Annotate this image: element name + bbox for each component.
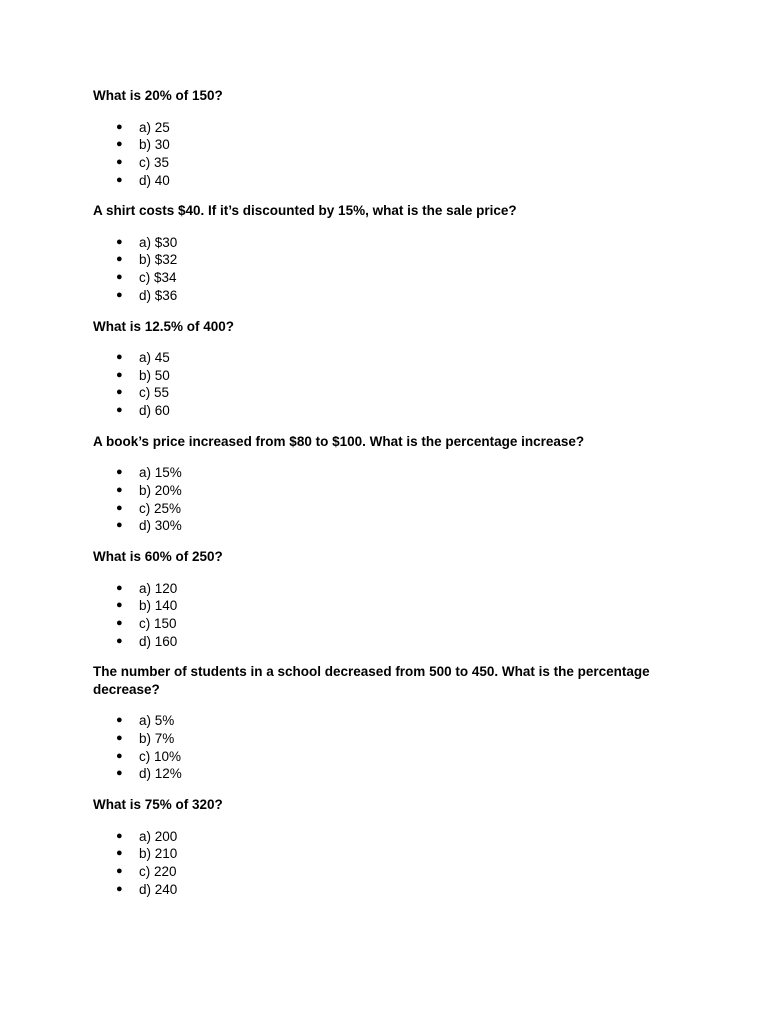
option-item xyxy=(93,367,768,385)
bullet-icon: ● xyxy=(116,386,123,399)
option-label: d) 60 xyxy=(139,403,170,419)
bullet-icon: ● xyxy=(116,466,123,479)
bullet-icon: ● xyxy=(116,404,123,417)
bullet-icon: ● xyxy=(116,616,123,629)
option-item xyxy=(93,730,768,748)
option-list xyxy=(93,119,768,190)
bullet-icon: ● xyxy=(116,581,123,594)
question-text: What is 20% of 150? xyxy=(93,88,223,103)
option-list xyxy=(93,464,768,535)
option-label: b) $32 xyxy=(139,252,178,268)
option-label: b) 7% xyxy=(139,730,175,746)
option-item xyxy=(93,517,768,535)
question-text: What is 75% of 320? xyxy=(93,797,223,812)
bullet-icon: ● xyxy=(116,847,123,860)
option-label: d) 12% xyxy=(139,766,182,782)
option-item xyxy=(93,251,768,269)
bullet-icon: ● xyxy=(116,271,123,284)
option-label: a) 120 xyxy=(139,580,178,596)
option-label: a) $30 xyxy=(139,234,178,250)
option-list xyxy=(93,712,768,783)
option-item xyxy=(93,172,768,190)
option-label: c) $34 xyxy=(139,270,177,286)
option-item xyxy=(93,500,768,518)
option-item xyxy=(93,845,768,863)
bullet-icon: ● xyxy=(116,599,123,612)
bullet-icon: ● xyxy=(116,882,123,895)
option-item xyxy=(93,765,768,783)
option-item xyxy=(93,119,768,137)
option-item xyxy=(93,402,768,420)
bullet-icon: ● xyxy=(116,351,123,363)
bullet-icon: ● xyxy=(116,288,123,301)
option-label: d) 30% xyxy=(139,518,182,534)
bullet-icon: ● xyxy=(116,368,123,381)
option-label: c) 10% xyxy=(139,748,182,764)
option-label: c) 35 xyxy=(139,154,170,170)
option-label: c) 55 xyxy=(139,385,170,401)
bullet-icon: ● xyxy=(116,138,123,151)
question-6 xyxy=(93,663,768,783)
bullet-icon: ● xyxy=(116,155,123,168)
question-2 xyxy=(93,202,768,304)
option-label: d) 40 xyxy=(139,172,170,188)
option-label: b) 50 xyxy=(139,367,170,383)
option-label: b) 210 xyxy=(139,846,178,862)
question-text: The number of students in a school decreased from 500 to 450. What is the percentage decrease? xyxy=(93,664,650,697)
option-label: b) 30 xyxy=(139,137,170,153)
bullet-icon: ● xyxy=(116,519,123,532)
question-4 xyxy=(93,433,768,535)
bullet-icon: ● xyxy=(116,483,123,496)
option-item xyxy=(93,633,768,651)
bullet-icon: ● xyxy=(116,120,123,133)
bullet-icon: ● xyxy=(116,767,123,780)
option-label: a) 200 xyxy=(139,828,178,844)
option-label: b) 20% xyxy=(139,482,182,498)
option-list xyxy=(93,580,768,651)
option-item xyxy=(93,136,768,154)
option-list xyxy=(93,828,768,899)
bullet-icon: ● xyxy=(116,731,123,744)
bullet-icon: ● xyxy=(116,864,123,877)
option-item xyxy=(93,154,768,172)
option-item xyxy=(93,881,768,899)
question-text: A shirt costs $40. If it’s discounted by 15%, what is the sale price? xyxy=(93,203,517,219)
option-item xyxy=(93,580,768,598)
option-label: a) 15% xyxy=(139,465,182,481)
option-item xyxy=(93,712,768,730)
option-item xyxy=(93,828,768,846)
option-item xyxy=(93,482,768,500)
option-item xyxy=(93,597,768,615)
option-item xyxy=(93,863,768,881)
option-list xyxy=(93,349,768,420)
option-label: a) 5% xyxy=(139,713,175,729)
option-label: c) 25% xyxy=(139,500,182,516)
option-label: a) 45 xyxy=(139,350,170,365)
option-label: b) 140 xyxy=(139,598,178,614)
option-item xyxy=(93,349,768,367)
question-1 xyxy=(93,87,768,189)
option-item xyxy=(93,269,768,287)
question-5 xyxy=(93,548,768,650)
option-item xyxy=(93,234,768,252)
bullet-icon: ● xyxy=(116,501,123,514)
option-list xyxy=(93,234,768,305)
option-label: c) 220 xyxy=(139,863,177,879)
option-item xyxy=(93,384,768,402)
question-7 xyxy=(93,796,768,898)
option-item xyxy=(93,464,768,482)
option-label: d) $36 xyxy=(139,287,178,303)
bullet-icon: ● xyxy=(116,173,123,186)
option-label: d) 160 xyxy=(139,633,178,649)
question-text: A book’s price increased from $80 to $100. What is the percentage increase? xyxy=(93,433,585,449)
option-item xyxy=(93,287,768,305)
option-label: a) 25 xyxy=(139,119,170,135)
question-text: What is 12.5% of 400? xyxy=(93,318,235,334)
option-item xyxy=(93,615,768,633)
bullet-icon: ● xyxy=(116,714,123,727)
bullet-icon: ● xyxy=(116,253,123,266)
option-item xyxy=(93,748,768,766)
question-text: What is 60% of 250? xyxy=(93,549,223,564)
bullet-icon: ● xyxy=(116,634,123,647)
question-3 xyxy=(93,318,768,420)
bullet-icon: ● xyxy=(116,235,123,248)
option-label: d) 240 xyxy=(139,881,178,897)
option-label: c) 150 xyxy=(139,615,177,631)
bullet-icon: ● xyxy=(116,829,123,842)
bullet-icon: ● xyxy=(116,749,123,762)
